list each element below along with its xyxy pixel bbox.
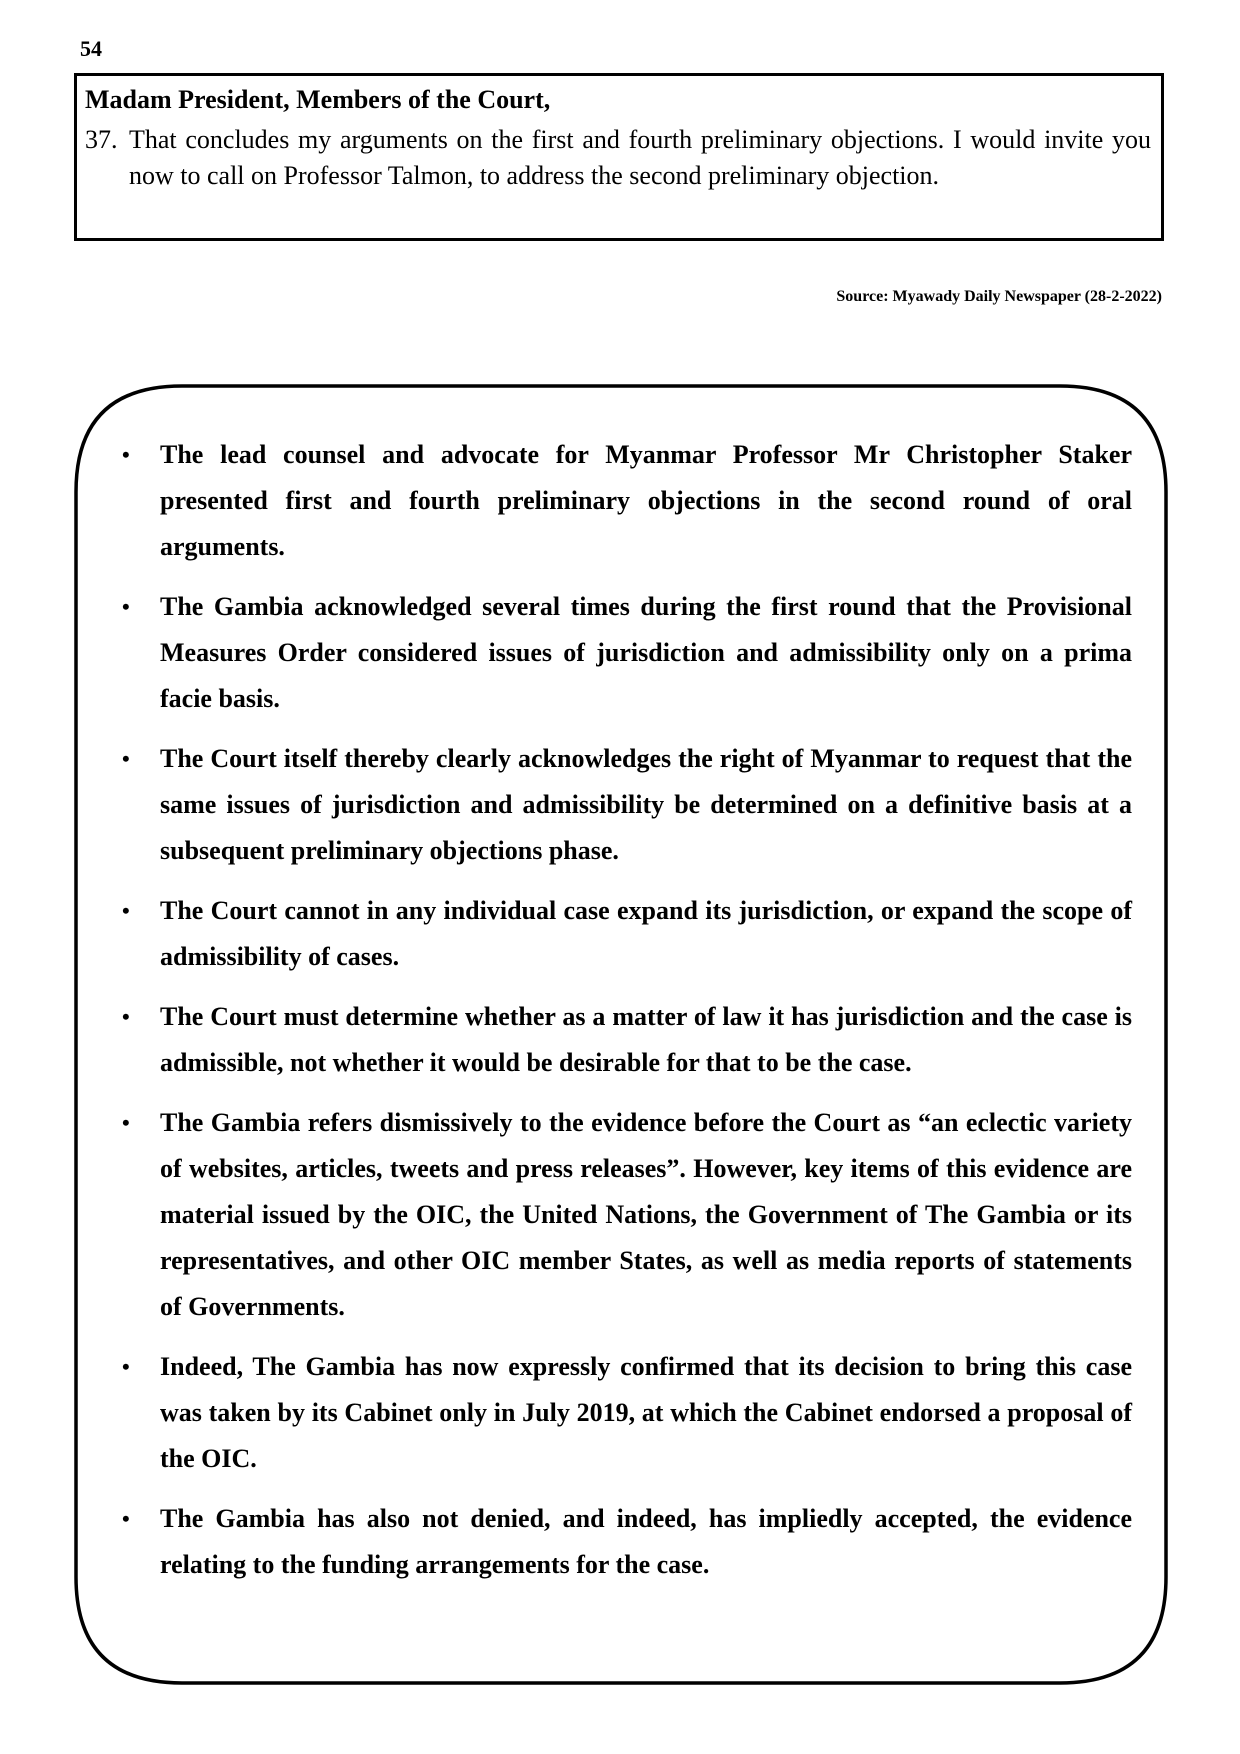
bullet-icon: • xyxy=(122,594,130,619)
bullet-icon: • xyxy=(122,746,130,771)
source-citation: Source: Myawady Daily Newspaper (28-2-2022) xyxy=(836,288,1162,305)
paragraph-number: 37. xyxy=(85,125,118,154)
quote-paragraph xyxy=(85,122,1151,194)
summary-item-text: The Court cannot in any individual case expand its jurisdiction, or expand the scope of admissibility of cases. xyxy=(160,896,1132,971)
bullet-icon: • xyxy=(122,1506,130,1531)
paragraph-text: That concludes my arguments on the first and fourth preliminary objections. I would invite you now to call on Professor Talmon, to address the second preliminary objection. xyxy=(129,125,1151,190)
bullet-icon: • xyxy=(122,1004,130,1029)
summary-item-text: The Court itself thereby clearly acknowledges the right of Myanmar to request that the same issues of jurisdiction and admissibility be determined on a definitive basis at a subsequent preliminary objections phase. xyxy=(160,744,1132,865)
summary-item-text: The Gambia refers dismissively to the evidence before the Court as “an eclectic variety of websites, articles, tweets and press releases”. However, key items of this evidence are material issued by the OIC, the United Nations, the Government of The Gambia or its representatives, and other OIC member States, as well as media reports of statements of Governments. xyxy=(160,1108,1132,1321)
summary-item xyxy=(122,1100,1132,1330)
bullet-icon: • xyxy=(122,1354,130,1379)
bullet-icon: • xyxy=(122,1110,130,1135)
summary-box xyxy=(72,382,1170,1687)
quote-box xyxy=(74,73,1164,241)
bullet-icon: • xyxy=(122,442,130,467)
summary-item xyxy=(122,584,1132,722)
summary-item xyxy=(122,1496,1132,1588)
summary-item xyxy=(122,994,1132,1086)
summary-item-text: The lead counsel and advocate for Myanmar Professor Mr Christopher Staker presented first and fourth preliminary objections in the second round of oral arguments. xyxy=(160,440,1132,561)
summary-item-text: Indeed, The Gambia has now expressly confirmed that its decision to bring this case was taken by its Cabinet only in July 2019, at which the Cabinet endorsed a proposal of the OIC. xyxy=(160,1352,1132,1473)
bullet-icon: • xyxy=(122,898,130,923)
summary-item-text: The Court must determine whether as a matter of law it has jurisdiction and the case is admissible, not whether it would be desirable for that to be the case. xyxy=(160,1002,1132,1077)
summary-list xyxy=(122,432,1132,1602)
quote-heading: Madam President, Members of the Court, xyxy=(85,85,551,114)
summary-item xyxy=(122,1344,1132,1482)
summary-item xyxy=(122,736,1132,874)
summary-item-text: The Gambia acknowledged several times during the first round that the Provisional Measures Order considered issues of jurisdiction and admissibility only on a prima facie basis. xyxy=(160,592,1132,713)
summary-item xyxy=(122,432,1132,570)
summary-item xyxy=(122,888,1132,980)
summary-item-text: The Gambia has also not denied, and indeed, has impliedly accepted, the evidence relating to the funding arrangements for the case. xyxy=(160,1504,1132,1579)
page-number: 54 xyxy=(80,36,102,61)
